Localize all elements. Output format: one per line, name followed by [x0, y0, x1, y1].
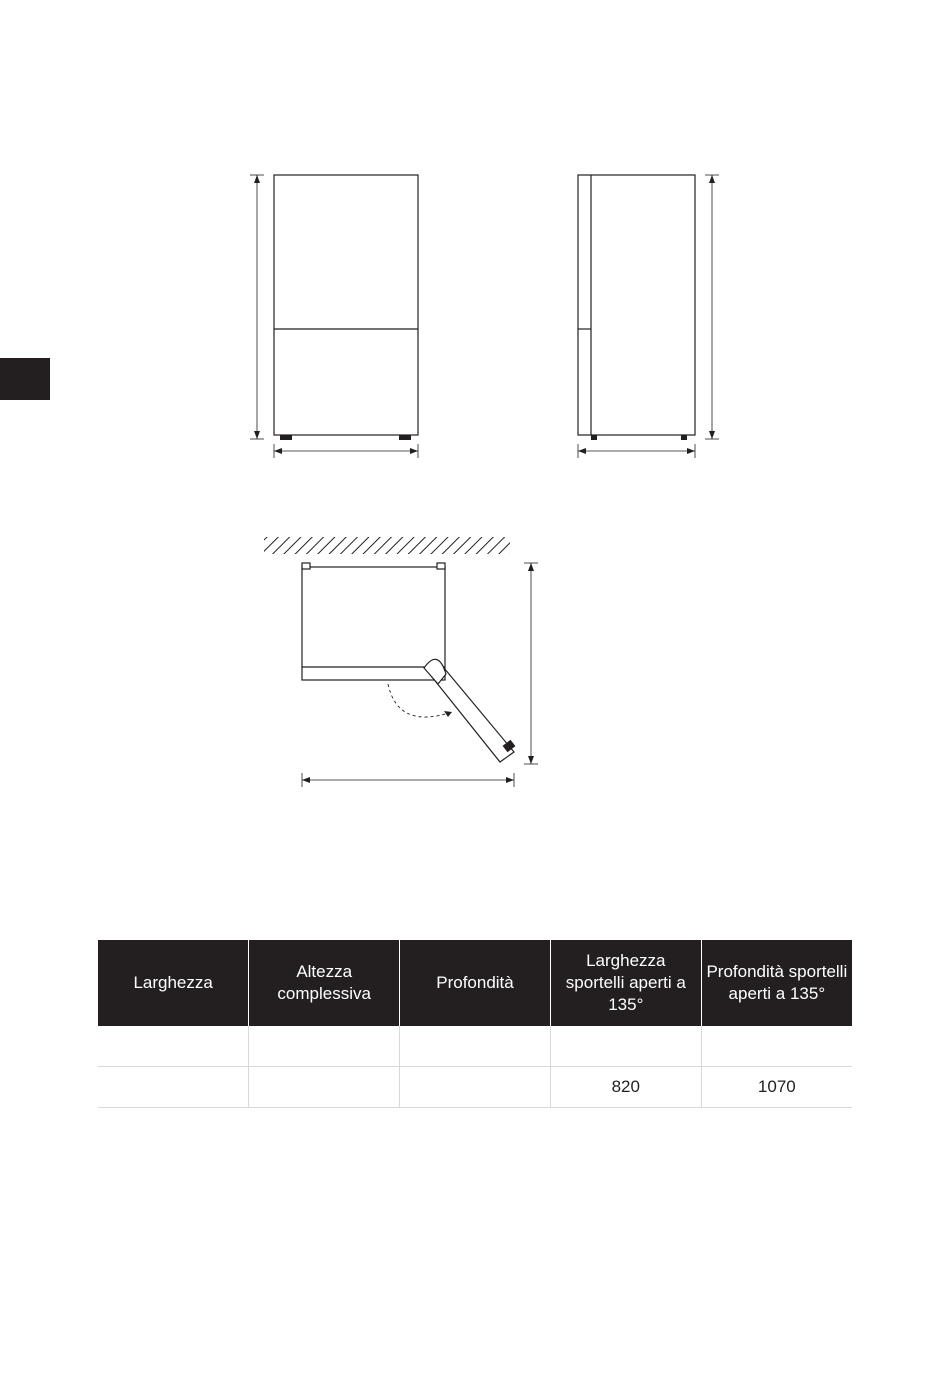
table-cell	[400, 1067, 551, 1108]
top-view-open-door	[264, 537, 538, 787]
table-cell	[249, 1026, 400, 1067]
header-profondita: Profondità	[400, 940, 551, 1026]
front-view	[250, 175, 418, 458]
table-row	[98, 1026, 852, 1067]
table-cell	[701, 1026, 852, 1067]
header-altezza-complessiva: Altezza complessiva	[249, 940, 400, 1026]
table-cell	[249, 1067, 400, 1108]
dimensions-table	[98, 940, 852, 1108]
table-cell: 1070	[701, 1067, 852, 1108]
header-larghezza: Larghezza	[98, 940, 249, 1026]
table-cell	[550, 1026, 701, 1067]
table-cell	[98, 1067, 249, 1108]
header-profondita-sportelli-aperti: Profondità sportelli aperti a 135°	[701, 940, 852, 1026]
header-larghezza-sportelli-aperti: Larghezza sportelli aperti a 135°	[550, 940, 701, 1026]
table-cell: 820	[550, 1067, 701, 1108]
table-cell	[98, 1026, 249, 1067]
table-cell	[400, 1026, 551, 1067]
table-header-row	[98, 940, 852, 1026]
side-view	[578, 175, 719, 458]
table-row	[98, 1067, 852, 1108]
